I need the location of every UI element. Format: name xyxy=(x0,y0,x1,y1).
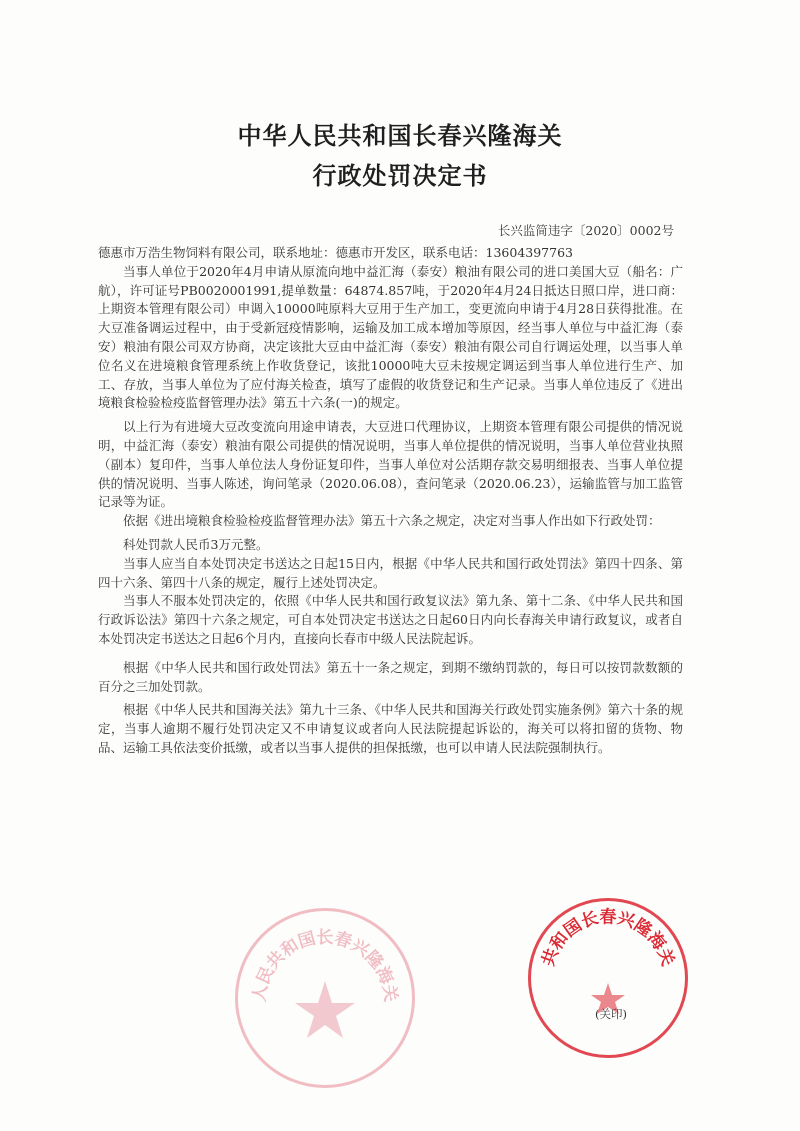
svg-text:共和国长春兴隆海关 xyxy=(537,906,678,968)
customs-official-seal xyxy=(528,898,688,1058)
late-fee-paragraph: 根据《中华人民共和国行政处罚法》第五十一条之规定，到期不缴纳罚款的，每日可以按罚款数额的百分之三加处罚款。 xyxy=(98,659,683,694)
payment-deadline-paragraph: 当事人应当自本处罚决定书送达之日起15日内，根据《中华人民共和国行政处罚法》第四十四条、第四十六条、第四十八条的规定，履行上述处罚决定。 xyxy=(98,555,683,590)
document-title-line1: 中华人民共和国长春兴隆海关 xyxy=(237,122,563,150)
penalty-paragraph: 科处罚款人民币3万元整。 xyxy=(123,536,269,552)
seal-caption: (关印) xyxy=(595,1007,627,1021)
evidence-paragraph: 以上行为有进境大豆改变流向用途申请表，大豆进口代理协议，上期资本管理有限公司提供的情况说明，中益汇海（泰安）粮油有限公司提供的情况说明，当事人单位提供的情况说明，当事人单位营业执照（副本）复印件，当事人单位法人身份证复印件，当事人单位对公活期存款交易明细报表、当事人单位提供的情况说明、当事人陈述，询问笔录（2020.06.08），查问笔录（2020.06.23），运输监管与加工监管记录等为证。 xyxy=(98,419,683,510)
document-number: 长兴监简违字〔2020〕0002号 xyxy=(497,223,674,238)
enforcement-paragraph: 根据《中华人民共和国海关法》第九十三条、《中华人民共和国海关行政处罚实施条例》第六十条的规定，当事人逾期不履行处罚决定又不申请复议或者向人民法院提起诉讼的，海关可以将扣留的货物、物品、运输工具依法变价抵缴，或者以当事人提供的担保抵缴，也可以申请人民法院强制执行。 xyxy=(98,702,683,755)
legal-basis-paragraph: 依据《进出境粮食检验检疫监督管理办法》第五十六条之规定，决定对当事人作出如下行政处罚： xyxy=(123,513,661,529)
party-info-line: 德惠市万浩生物饲料有限公司，联系地址：德惠市开发区，联系电话：13604397763 xyxy=(98,245,573,260)
document-body xyxy=(98,244,683,758)
facts-paragraph: 当事人单位于2020年4月申请从原流向地中益汇海（泰安）粮油有限公司的进口美国大豆（船名：广航），许可证号PB0020001991,提单数量：64874.857吨，于2020年4月24日抵达日照口岸，进口商：上期资本管理有限公司）申调入10000吨原料大豆用于生产加工，变更流向申请于4月28日获得批准。在大豆准备调运过程中，由于受新冠疫情影响，运输及加工成本增加等原因，经当事人单位与中益汇海（泰安）粮油有限公司双方协商，决定该批大豆由中益汇海（泰安）粮油有限公司自行调运处理，以当事人单位名义在进境粮食管理系统上作收货登记，该批10000吨大豆未按规定调运到当事人单位进行生产、加工、存放，当事人单位为了应付海关检查，填写了虚假的收货登记和生产记录。当事人单位违反了《进出境粮食检验检疫监督管理办法》第五十六条(一)的规定。 xyxy=(98,263,683,411)
faint-seal-text: 人民共和国长春兴隆海关 xyxy=(249,928,401,1004)
seal-arc-text: 共和国长春兴隆海关 xyxy=(538,907,678,969)
seal-star-icon xyxy=(295,981,355,1038)
document-title-line2: 行政处罚决定书 xyxy=(312,162,488,190)
appeal-rights-paragraph: 当事人不服本处罚决定的，依照《中华人民共和国行政复议法》第九条、第十二条、《中华人民共和国行政诉讼法》第四十六条之规定，可自本处罚决定书送达之日起60日内向长春海关申请行政复议，或者自本处罚决定书送达之日起6个月内，直接向长春市中级人民法院起诉。 xyxy=(98,593,683,646)
faint-official-seal xyxy=(235,908,415,1088)
